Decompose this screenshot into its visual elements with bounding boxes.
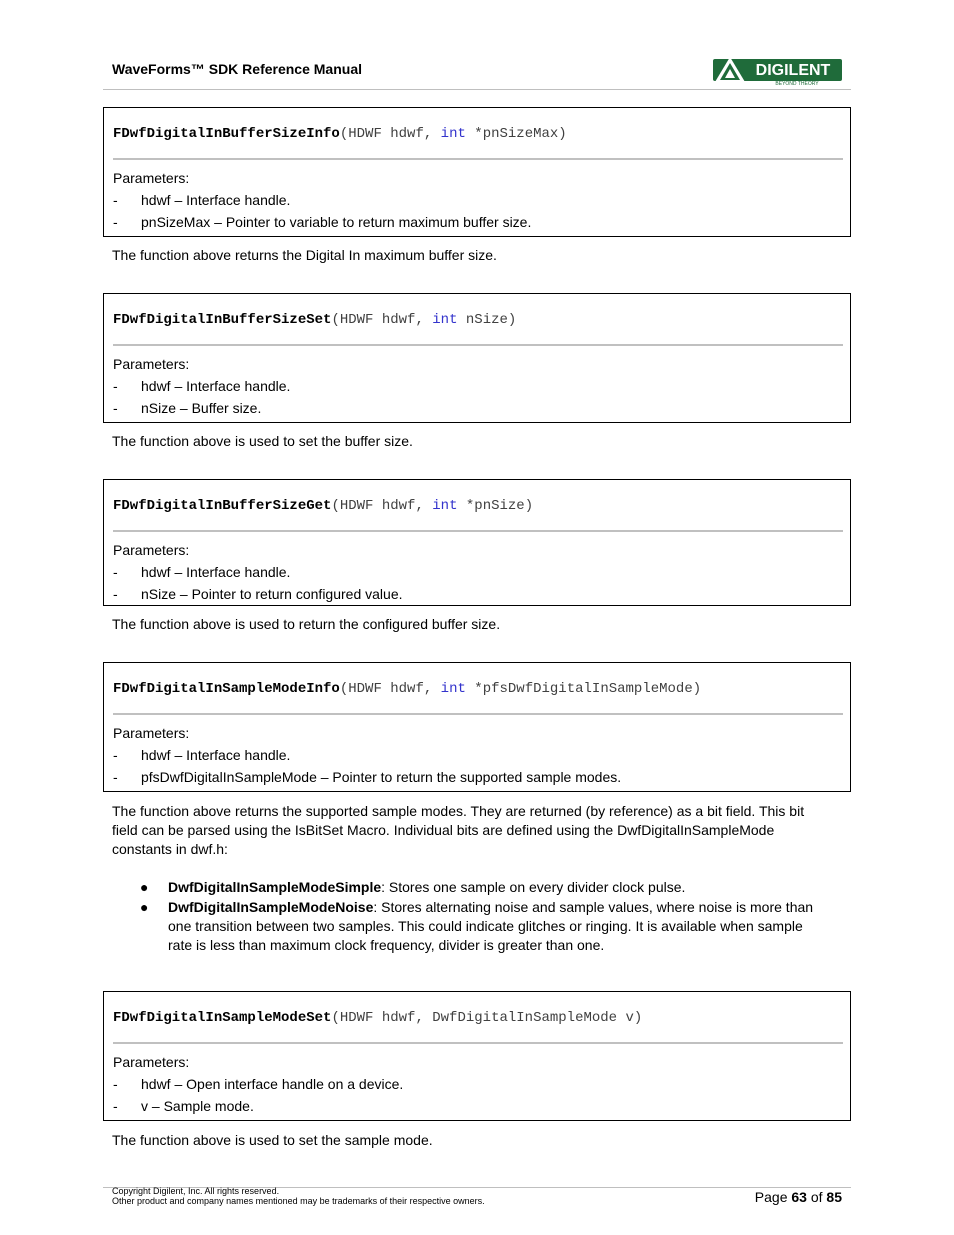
signature-divider [113,158,843,160]
parameter-item: - hdwf – Interface handle. [113,192,291,208]
sample-mode-list [140,878,830,956]
signature-divider [113,344,843,346]
logo-text: DIGILENT [755,62,831,79]
function-description: The function above returns the Digital In maximum buffer size. [112,247,497,263]
parameters-label: Parameters: [113,170,190,186]
parameter-item: - v – Sample mode. [113,1098,254,1114]
function-description: The function above returns the supported sample modes. They are returned (by reference) as a bit field. This bit field can be parsed using the IsBitSet Macro. Individual bits are defined using the DwfDigitalInSampleMode constants in dwf.h: [112,803,805,857]
parameters-label: Parameters: [113,1054,190,1070]
function-description: The function above is used to return the configured buffer size. [112,616,501,632]
function-signature: FDwfDigitalInBufferSizeGet(HDWF hdwf, int *pnSize) [113,498,534,514]
logo-tagline: BEYOND THEORY [775,81,819,86]
function-box-buffer-size-get [103,479,851,606]
signature-divider [113,530,843,532]
list-item: ● DwfDigitalInSampleModeSimple: Stores one sample on every divider clock pulse. [140,879,686,895]
parameters-label: Parameters: [113,725,190,741]
parameter-item: - pfsDwfDigitalInSampleMode – Pointer to return the supported sample modes. [113,769,622,785]
function-box-buffer-size-set [103,293,851,423]
function-signature: FDwfDigitalInBufferSizeInfo(HDWF hdwf, int *pnSizeMax) [113,126,567,142]
trademark-line: Other product and company names mentioned may be trademarks of their respective owners. [112,1196,485,1206]
parameter-item: - nSize – Buffer size. [113,400,262,416]
function-description: The function above is used to set the buffer size. [112,433,413,449]
function-box-sample-mode-set [103,991,851,1121]
parameter-item: - nSize – Pointer to return configured value. [113,586,403,602]
header-divider [103,89,851,90]
footer-copyright [112,1186,485,1206]
function-description: The function above is used to set the sample mode. [112,1132,433,1148]
function-box-sample-mode-info [103,662,851,792]
function-signature: FDwfDigitalInSampleModeSet(HDWF hdwf, DwfDigitalInSampleMode v) [113,1010,643,1026]
signature-divider [113,713,843,715]
parameter-item: - hdwf – Interface handle. [113,747,291,763]
signature-divider [113,1042,843,1044]
function-signature: FDwfDigitalInBufferSizeSet(HDWF hdwf, int nSize) [113,312,517,328]
function-signature: FDwfDigitalInSampleModeInfo(HDWF hdwf, int *pfsDwfDigitalInSampleMode) [113,681,702,697]
parameter-item: - hdwf – Open interface handle on a device. [113,1076,404,1092]
page-number: Page 63 of 85 [754,1189,842,1205]
document-title: WaveForms™ SDK Reference Manual [112,61,362,77]
copyright-line: Copyright Digilent, Inc. All rights reserved. [112,1186,280,1196]
digilent-logo [713,56,842,86]
parameter-item: - pnSizeMax – Pointer to variable to return maximum buffer size. [113,214,532,230]
parameter-item: - hdwf – Interface handle. [113,378,291,394]
function-box-buffer-size-info [103,107,851,237]
parameter-item: - hdwf – Interface handle. [113,564,291,580]
parameters-label: Parameters: [113,542,190,558]
list-item: ● DwfDigitalInSampleModeNoise: Stores alternating noise and sample values, where noise is more than one transition between two samples. This could indicate glitches or ringing. It is available when sample rate is less than maximum clock frequency, divider is greater than one. [140,899,814,953]
parameters-label: Parameters: [113,356,190,372]
